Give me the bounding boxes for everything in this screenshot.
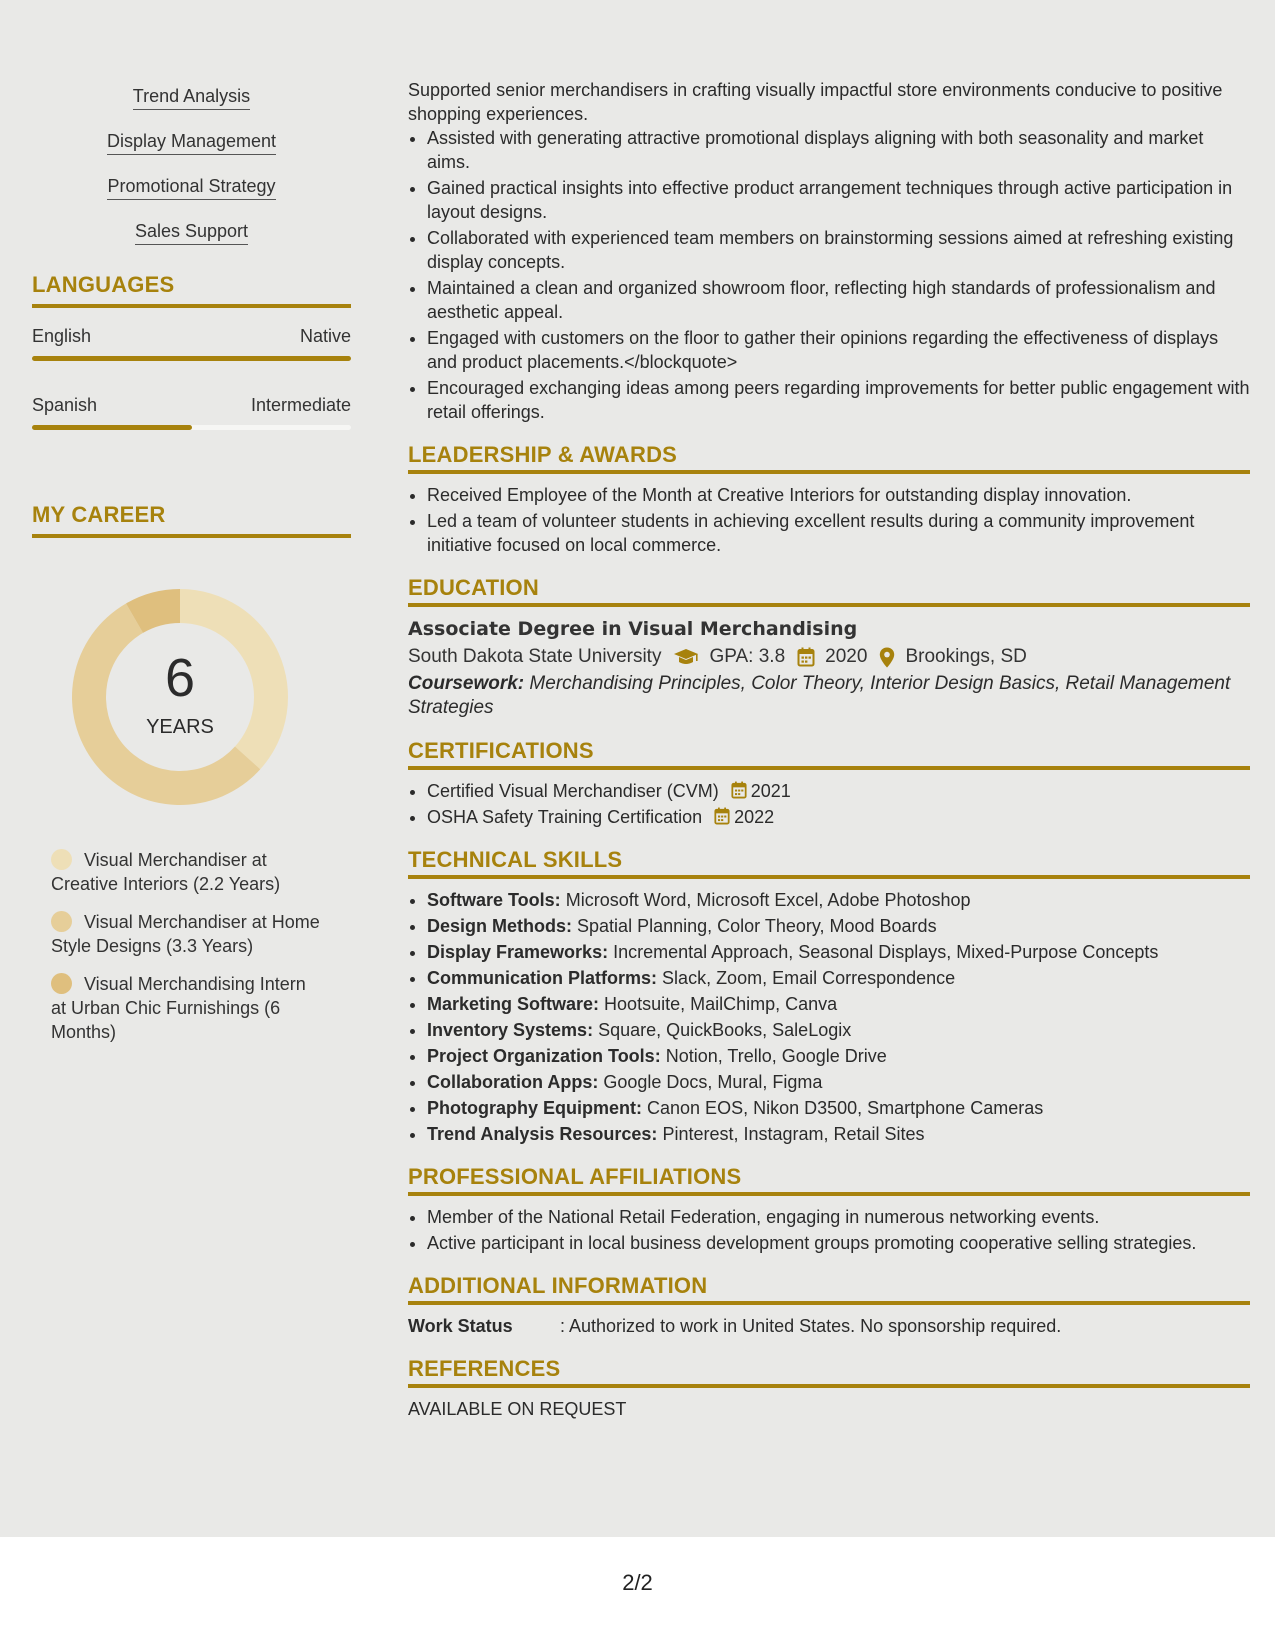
list-item: • Encouraged exchanging ideas among peers regarding improvements for better public engagement with retail offerings. — [427, 376, 1250, 424]
skill-category: Design Methods: — [427, 916, 573, 936]
education-heading: EDUCATION — [408, 576, 1250, 607]
language-name: English — [32, 326, 92, 346]
career-legend — [32, 848, 351, 1044]
skill-label: Promotional Strategy — [107, 176, 275, 200]
page-number: 2/2 — [622, 1570, 653, 1595]
list-item — [427, 940, 1250, 964]
skill-category: Communication Platforms: — [427, 968, 658, 988]
legend-dot — [51, 849, 72, 870]
skills-list — [32, 0, 351, 244]
skill-item — [32, 86, 351, 109]
work-status-row — [408, 1314, 1250, 1338]
skill-category: Project Organization Tools: — [427, 1046, 661, 1066]
skill-item — [32, 176, 351, 199]
location-pin-icon — [879, 647, 895, 668]
coursework-label: Coursework: — [408, 673, 525, 694]
language-level: Intermediate — [250, 395, 351, 415]
list-item — [427, 914, 1250, 938]
additional-info-heading: ADDITIONAL INFORMATION — [408, 1274, 1250, 1305]
graduation-cap-icon — [673, 648, 699, 666]
main-column — [408, 78, 1250, 1421]
skill-values: Square, QuickBooks, SaleLogix — [598, 1020, 852, 1040]
career-legend-label: Visual Merchandising Intern at Urban Chic Furnishings (6 Months) — [51, 974, 306, 1042]
list-item — [427, 992, 1250, 1016]
list-item: • Member of the National Retail Federation, engaging in numerous networking events. — [427, 1205, 1250, 1229]
skill-label: Display Management — [107, 131, 276, 155]
list-item — [427, 779, 1250, 803]
languages-section — [32, 272, 351, 430]
skill-item — [32, 221, 351, 244]
language-bar-fill — [32, 356, 351, 361]
list-item: • Engaged with customers on the floor to gather their opinions regarding the effectiveness of displays and product placements.</blockquote> — [427, 326, 1250, 374]
career-legend-label: Visual Merchandiser at Creative Interiors (2.2 Years) — [51, 850, 281, 894]
list-item — [427, 1096, 1250, 1120]
education-coursework — [408, 672, 1250, 720]
education-details — [408, 642, 1250, 672]
affiliations-heading: PROFESSIONAL AFFILIATIONS — [408, 1165, 1250, 1196]
skill-values: Incremental Approach, Seasonal Displays, Mixed-Purpose Concepts — [613, 942, 1159, 962]
list-item — [427, 888, 1250, 912]
career-heading: MY CAREER — [32, 502, 351, 538]
skill-values: Canon EOS, Nikon D3500, Smartphone Cameras — [647, 1098, 1044, 1118]
legend-dot — [51, 973, 72, 994]
education-location: Brookings, SD — [905, 646, 1027, 667]
legend-dot — [51, 911, 72, 932]
skill-category: Photography Equipment: — [427, 1098, 642, 1118]
career-section — [32, 502, 351, 1044]
list-item — [427, 1122, 1250, 1146]
skill-category: Display Frameworks: — [427, 942, 609, 962]
certifications-heading: CERTIFICATIONS — [408, 739, 1250, 770]
experience-bullets — [408, 126, 1250, 424]
skill-values: Notion, Trello, Google Drive — [665, 1046, 887, 1066]
skill-values: Spatial Planning, Color Theory, Mood Boards — [577, 916, 937, 936]
coursework-value: Merchandising Principles, Color Theory, Interior Design Basics, Retail Management Strategies — [408, 673, 1231, 718]
list-item: • Gained practical insights into effective product arrangement techniques through active participation in layout designs. — [427, 176, 1250, 224]
list-item — [427, 1044, 1250, 1068]
skill-values: Pinterest, Instagram, Retail Sites — [662, 1124, 925, 1144]
list-item: • Assisted with generating attractive promotional displays aligning with both seasonality and market aims. — [427, 126, 1250, 174]
list-item — [427, 1018, 1250, 1042]
leadership-heading: LEADERSHIP & AWARDS — [408, 443, 1250, 474]
calendar-icon — [797, 647, 815, 667]
language-spanish — [32, 395, 351, 430]
work-status-value: : Authorized to work in United States. No sponsorship required. — [560, 1316, 1062, 1336]
language-name: Spanish — [32, 395, 98, 415]
career-legend-label: Visual Merchandiser at Home Style Designs (3.3 Years) — [51, 912, 320, 956]
list-item: • Active participant in local business development groups promoting cooperative selling strategies. — [427, 1231, 1250, 1255]
skill-category: Trend Analysis Resources: — [427, 1124, 658, 1144]
list-item: • Received Employee of the Month at Creative Interiors for outstanding display innovation. — [427, 483, 1250, 507]
certification-name: OSHA Safety Training Certification — [427, 807, 703, 827]
certification-name: Certified Visual Merchandiser (CVM) — [427, 781, 719, 801]
list-item — [427, 1070, 1250, 1094]
experience-intro: Supported senior merchandisers in crafting visually impactful store environments conducive to positive shopping experiences. — [408, 80, 1223, 124]
education-year: 2020 — [825, 646, 868, 667]
language-level: Native — [299, 326, 351, 346]
certifications-list — [408, 779, 1250, 829]
education-degree: Associate Degree in Visual Merchandising — [408, 618, 858, 640]
languages-heading: LANGUAGES — [32, 272, 351, 308]
skill-category: Inventory Systems: — [427, 1020, 594, 1040]
language-bar-fill — [32, 425, 192, 430]
calendar-icon — [731, 781, 747, 799]
language-bar — [32, 425, 351, 430]
technical-skills-heading: TECHNICAL SKILLS — [408, 848, 1250, 879]
skill-values: Microsoft Word, Microsoft Excel, Adobe Photoshop — [565, 890, 971, 910]
list-item — [427, 966, 1250, 990]
list-item: • Led a team of volunteer students in achieving excellent results during a community improvement initiative focused on local commerce. — [427, 509, 1250, 557]
skill-item — [32, 131, 351, 154]
affiliations-list — [408, 1205, 1250, 1255]
leadership-list — [408, 483, 1250, 557]
skill-label: Sales Support — [135, 221, 248, 245]
skill-label: Trend Analysis — [133, 86, 250, 110]
calendar-icon — [714, 807, 730, 825]
career-total: 6 — [164, 648, 196, 708]
career-legend-item — [51, 972, 321, 1044]
skill-values: Hootsuite, MailChimp, Canva — [604, 994, 838, 1014]
language-bar — [32, 356, 351, 361]
career-unit: YEARS — [146, 716, 214, 738]
skill-category: Marketing Software: — [427, 994, 600, 1014]
list-item — [427, 805, 1250, 829]
skill-values: Google Docs, Mural, Figma — [603, 1072, 823, 1092]
language-english — [32, 326, 351, 361]
skill-values: Slack, Zoom, Email Correspondence — [662, 968, 956, 988]
skill-category: Collaboration Apps: — [427, 1072, 599, 1092]
education-school: South Dakota State University — [408, 646, 662, 667]
certification-year: 2021 — [750, 781, 791, 801]
list-item: • Maintained a clean and organized showroom floor, reflecting high standards of professionalism and aesthetic appeal. — [427, 276, 1250, 324]
technical-skills-list — [408, 888, 1250, 1146]
career-legend-item — [51, 910, 321, 958]
career-legend-item — [51, 848, 321, 896]
references-heading: REFERENCES — [408, 1357, 1250, 1388]
certification-year: 2022 — [734, 807, 775, 827]
sidebar — [32, 0, 351, 1058]
list-item: • Collaborated with experienced team members on brainstorming sessions aimed at refreshing existing display concepts. — [427, 226, 1250, 274]
education-gpa: GPA: 3.8 — [709, 646, 786, 667]
work-status-label: Work Status — [408, 1316, 513, 1336]
career-donut-chart — [65, 582, 295, 812]
skill-category: Software Tools: — [427, 890, 561, 910]
references-text: AVAILABLE ON REQUEST — [408, 1399, 627, 1419]
